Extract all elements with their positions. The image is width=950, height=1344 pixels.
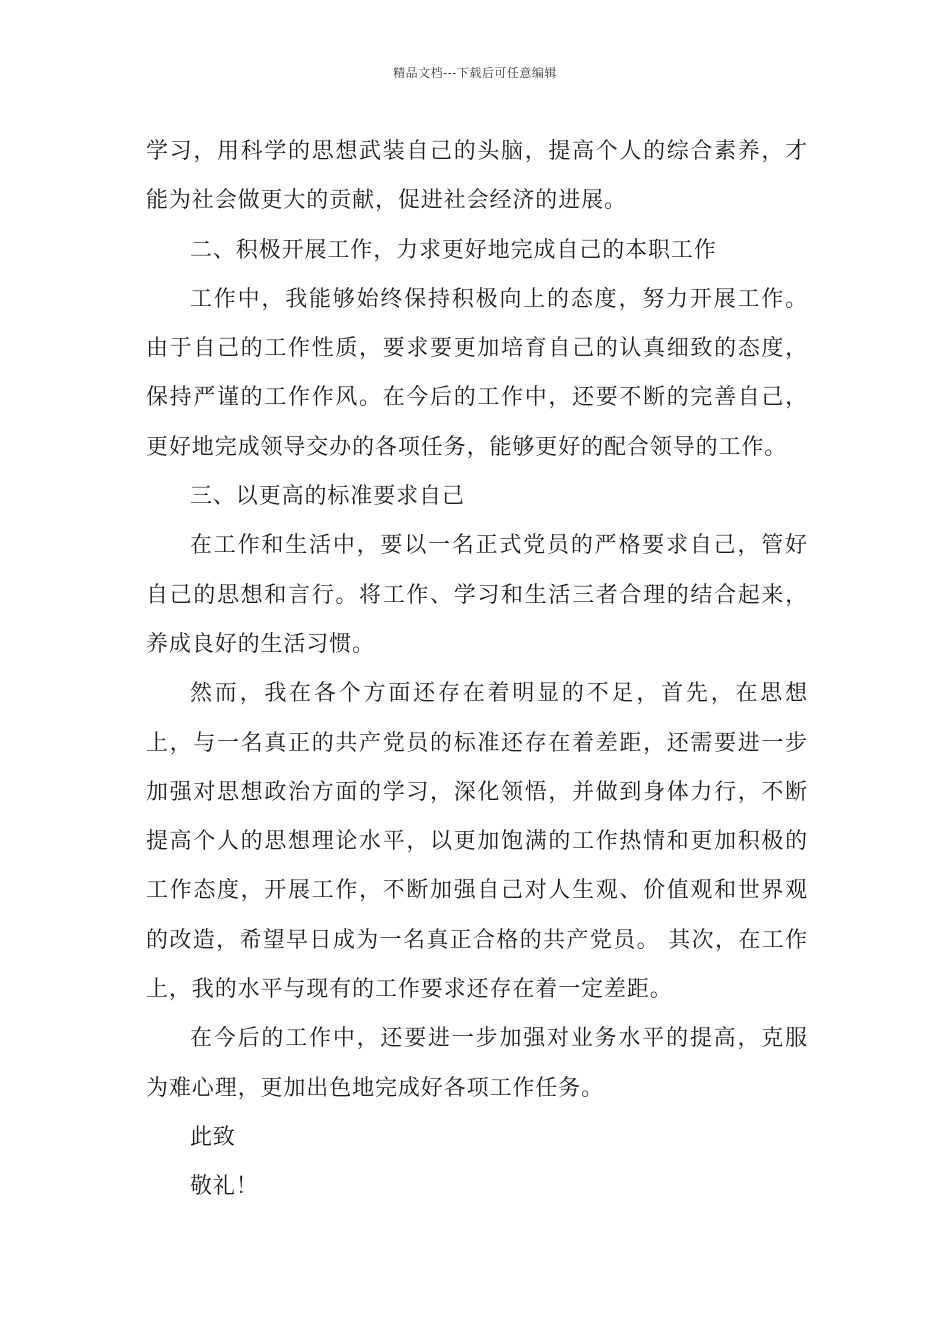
- paragraph-1: 学习，用科学的思想武装自己的头脑，提高个人的综合素养，才能为社会做更大的贡献，促进社会经济的进展。: [146, 139, 808, 214]
- paragraph-3: 在工作和生活中，要以一名正式党员的严格要求自己，管好自己的思想和言行。将工作、学习和生活三者合理的结合起来，养成良好的生活习惯。: [146, 533, 808, 657]
- paragraph-2: 工作中，我能够始终保持积极向上的态度，努力开展工作。由于自己的工作性质，要求要更加培育自己的认真细致的态度，保持严谨的工作作风。在今后的工作中，还要不断的完善自己，更好地完成领导交办的各项任务，能够更好的配合领导的工作。: [146, 286, 808, 460]
- closing-regards: 敬礼！: [190, 1174, 259, 1200]
- paragraph-4: 然而，我在各个方面还存在着明显的不足，首先，在思想上，与一名真正的共产党员的标准还存在着差距，还需要进一步加强对思想政治方面的学习，深化领悟，并做到身体力行，不断提高个人的思想理论水平，以更加饱满的工作热情和更加积极的工作态度，开展工作，不断加强自己对人生观、价值观和世界观的改造，希望早日成为一名真正合格的共产党员。 其次，在工作上，我的水平与现有的工作要求还存在着一定差距。: [146, 681, 808, 1003]
- document-body: [146, 127, 808, 1212]
- closing-salutation: 此致: [190, 1124, 236, 1150]
- section-heading-2: 二、积极开展工作，力求更好地完成自己的本职工作: [190, 237, 717, 263]
- section-heading-3: 三、以更高的标准要求自己: [190, 484, 465, 510]
- paragraph-5: 在今后的工作中，还要进一步加强对业务水平的提高，克服为难心理，更加出色地完成好各项工作任务。: [146, 1026, 808, 1101]
- page-header: 精品文档---下载后可任意编辑: [393, 66, 557, 80]
